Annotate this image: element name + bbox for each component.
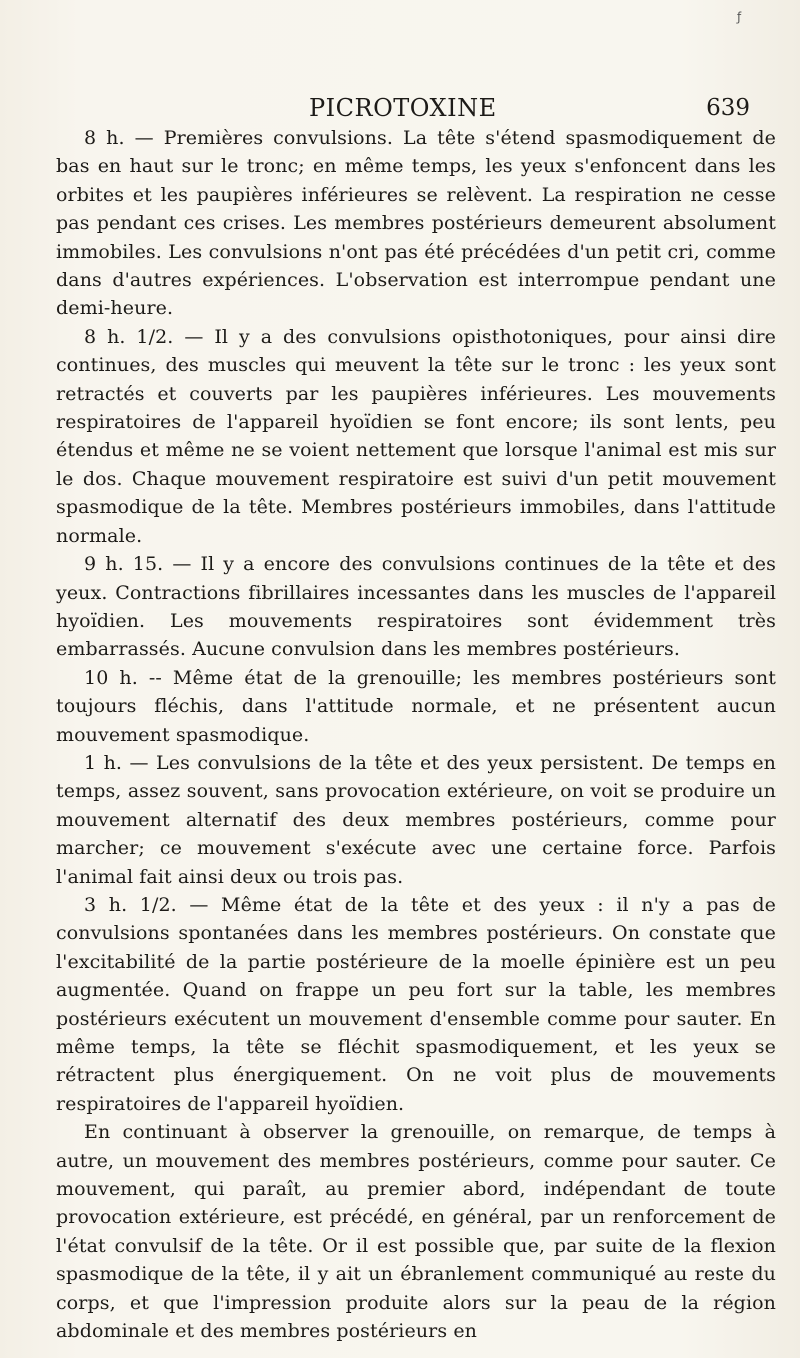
time-label: 8 h. 1/2. xyxy=(84,325,174,348)
body-text xyxy=(56,124,777,1343)
paragraph-text: — Il y a encore des convulsions continues de la tête et des yeux. Contractions fibrillaires incessantes dans les muscles de l'appareil hyoïdien. Les mouvements respiratoires sont évidemment très embarrassés. Aucune convulsion dans les membres postérieurs. xyxy=(56,553,776,661)
paragraph-8h xyxy=(56,124,776,323)
running-head xyxy=(0,94,800,128)
corner-mark: ƒ xyxy=(737,10,742,24)
paragraph-1h xyxy=(56,749,776,891)
paragraph-text: — Il y a des convulsions opisthotoniques, pour ainsi dire continues, des muscles qui meuvent la tête sur le tronc : les yeux sont retractés et couverts par les paupières inférieures. Les mouvements respiratoires de l'appareil hyoïdien se font encore; ils sont lents, peu étendus et même ne se voient nettement que lorsque l'animal est mis sur le dos. Chaque mouvement respiratoire est suivi d'un petit mouvement spasmodique de la tête. Membres postérieurs immobiles, dans l'attitude normale. xyxy=(56,325,777,547)
time-label: 9 h. 15. xyxy=(84,553,164,576)
time-label: 1 h. xyxy=(84,751,123,774)
paragraph-10h xyxy=(56,664,776,749)
paragraph-text: -- Même état de la grenouille; les membres postérieurs sont toujours fléchis, dans l'attitude normale, et ne présentent aucun mouvement spasmodique. xyxy=(56,666,777,746)
page-number: 639 xyxy=(706,95,750,121)
paragraph-text: — Premières convulsions. La tête s'étend spasmodiquement de bas en haut sur le tronc; en même temps, les yeux s'enfoncent dans les orbites et les paupières inférieures se relèvent. La respiration ne cesse pas pendant ces crises. Les membres postérieurs demeurent absolument immobiles. Les convulsions n'ont pas été précédées d'un petit cri, comme dans d'autres expériences. L'observation est interrompue pendant une demi-heure. xyxy=(56,127,777,320)
time-label: 3 h. 1/2. xyxy=(84,893,177,916)
paragraph-text: — Les convulsions de la tête et des yeux persistent. De temps en temps, assez souvent, sans provocation extérieure, on voit se produire un mouvement alternatif des deux membres postérieurs, comme pour marcher; ce mouvement s'exécute avec une certaine force. Parfois l'animal fait ainsi deux ou trois pas. xyxy=(56,751,777,888)
paragraph-9h15 xyxy=(56,550,776,664)
time-label: 8 h. xyxy=(84,127,125,149)
time-label: 10 h. xyxy=(84,666,138,689)
paragraph-text: En continuant à observer la grenouille, on remarque, de temps à autre, un mouvement des membres postérieurs, comme pour sauter. Ce mouvement, qui paraît, au premier abord, indépendant de toute provocation extérieure, est précédé, en général, par un renforcement de l'état convulsif de la tête. Or il est possible que, par suite de la flexion spasmodique de la tête, il y ait un ébranlement communiqué au reste du corps, et que l'impression produite alors sur la peau de la région abdominale et des membres postérieurs en xyxy=(56,1121,776,1343)
running-title: PICROTOXINE xyxy=(309,94,497,122)
paragraph-8h30 xyxy=(56,323,776,550)
paragraph-continuation xyxy=(56,1118,776,1345)
paragraph-3h30 xyxy=(56,891,776,1118)
paragraph-text: — Même état de la tête et des yeux : il n'y a pas de convulsions spontanées dans les membres postérieurs. On constate que l'excitabilité de la partie postérieure de la moelle épinière est un peu augmentée. Quand on frappe un peu fort sur la table, les membres postérieurs exécutent un mouvement d'ensemble comme pour sauter. En même temps, la tête se fléchit spasmodiquement, et les yeux se rétractent plus énergiquement. On ne voit plus de mouvements respiratoires de l'appareil hyoïdien. xyxy=(56,893,776,1115)
